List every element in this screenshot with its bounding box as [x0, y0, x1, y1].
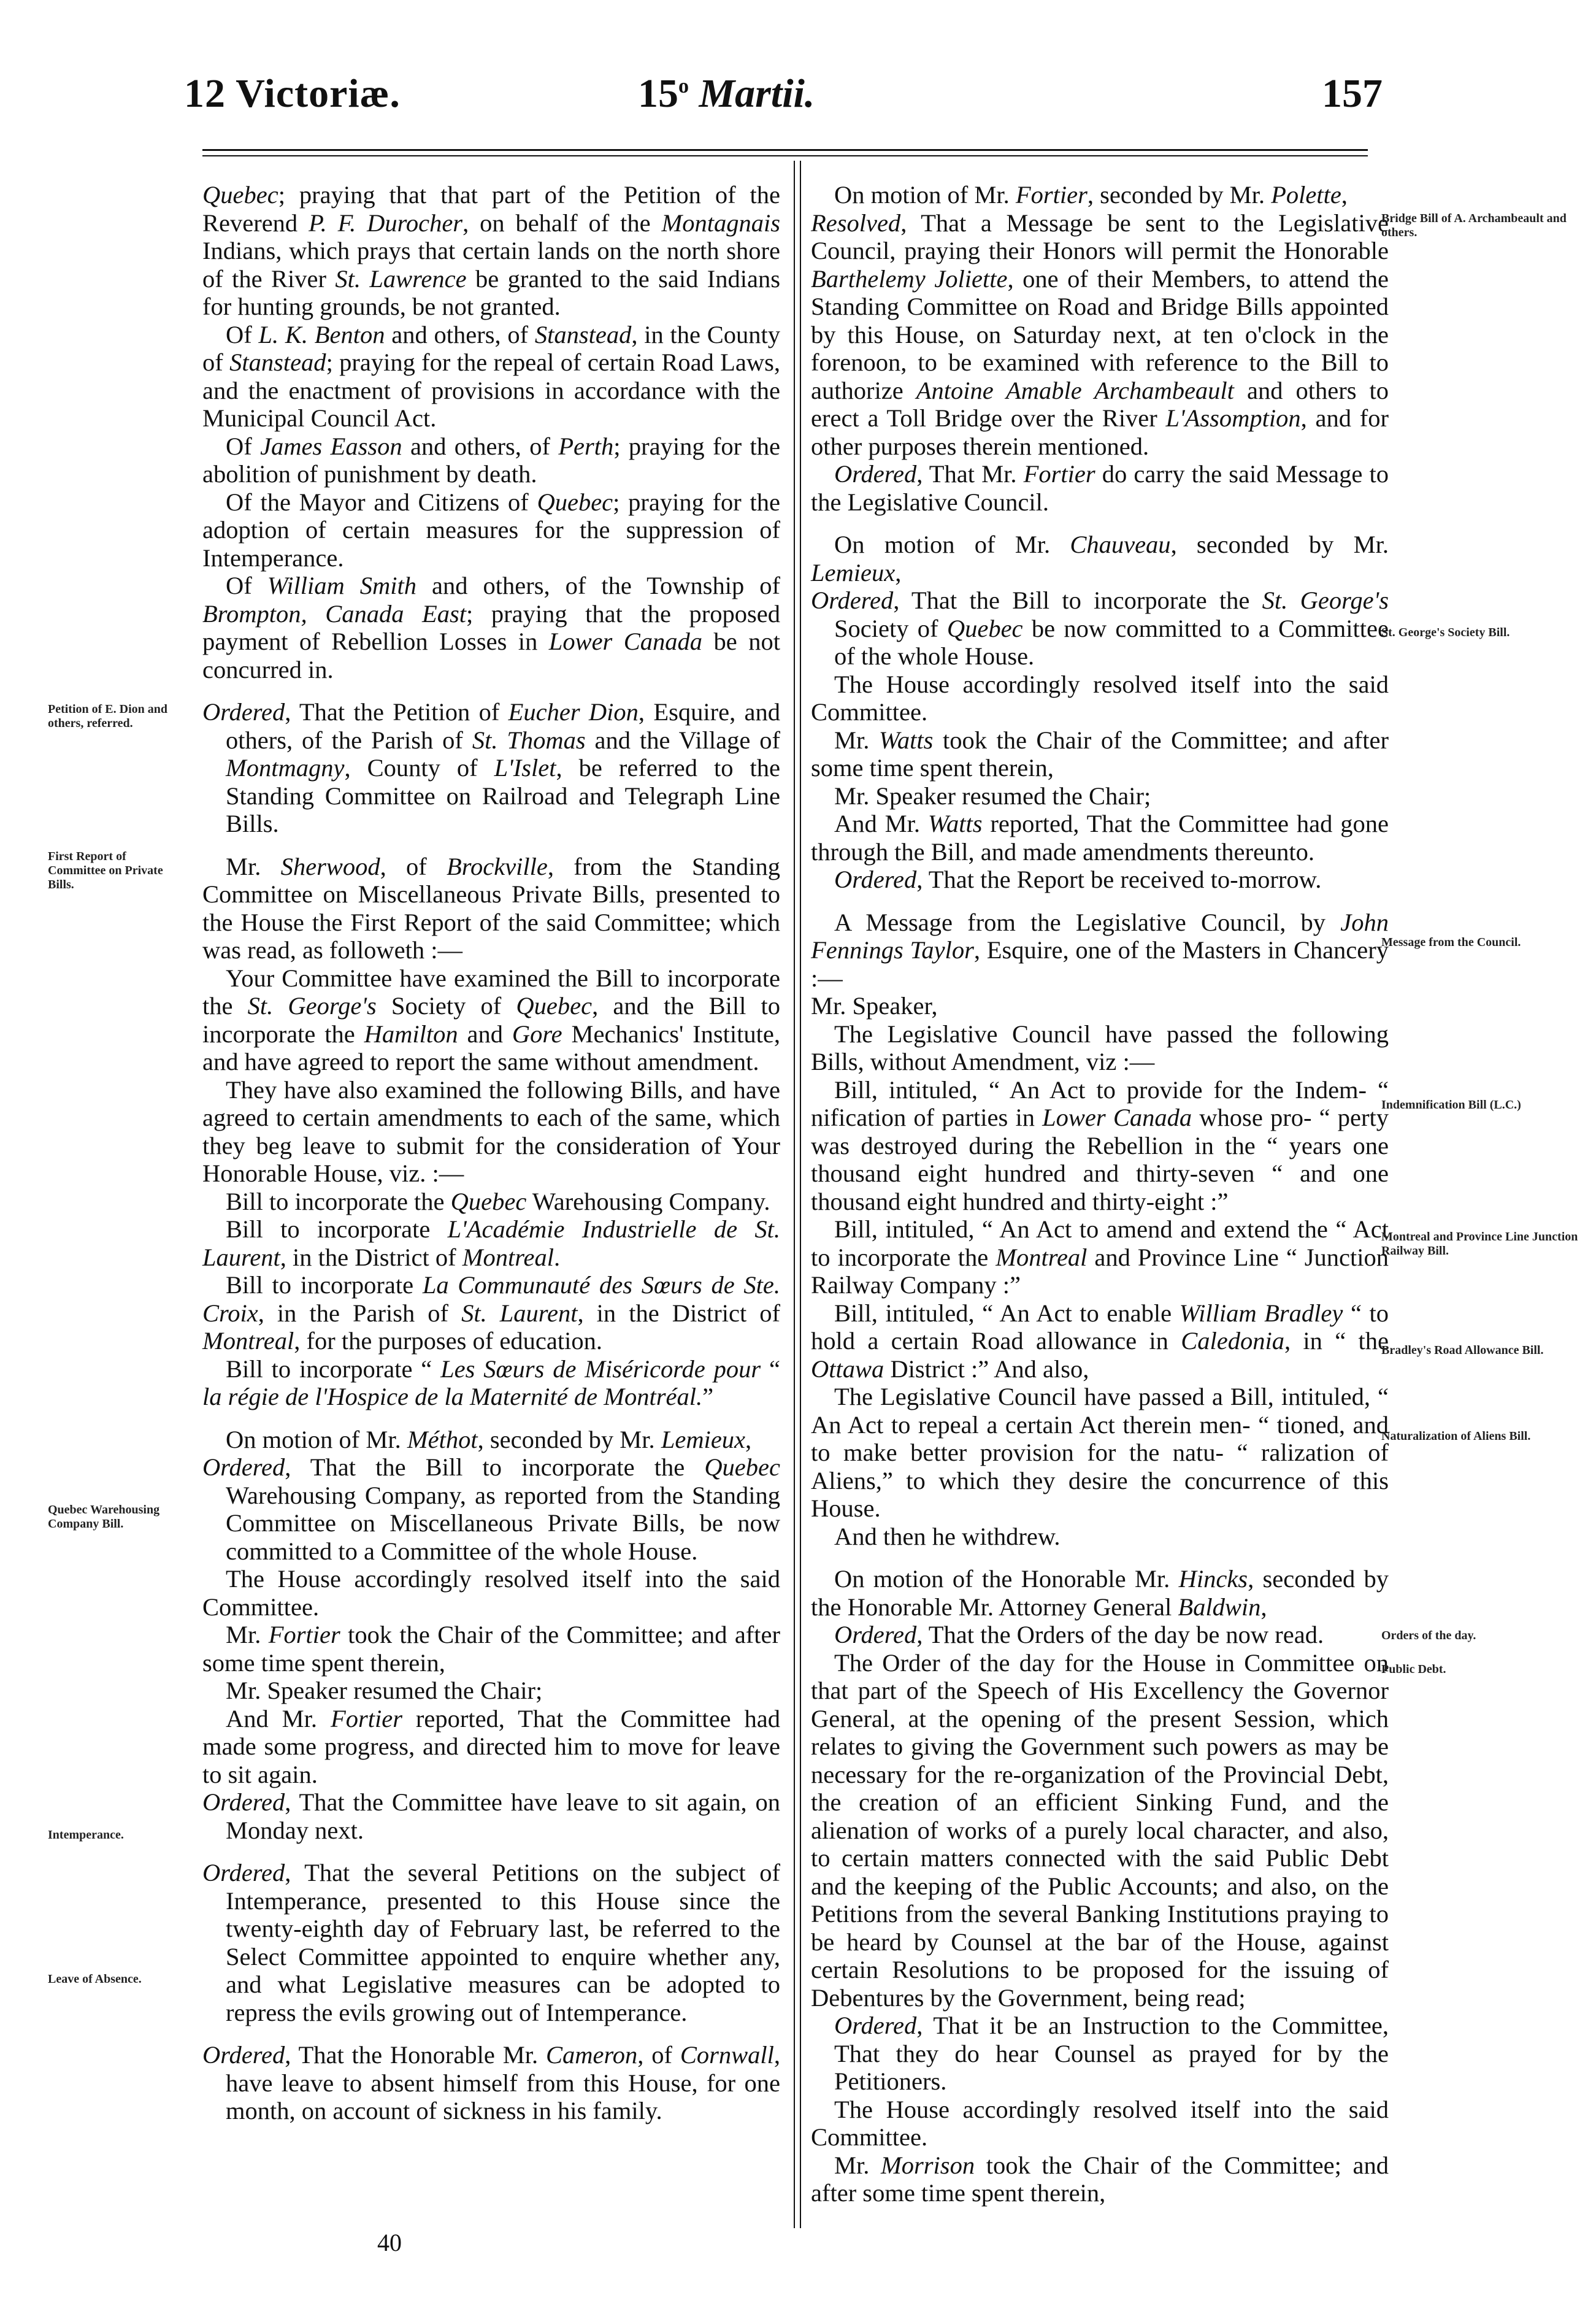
paragraph: Quebec; praying that that part of the Petition of the Reverend P. F. Durocher, on behalf of the Montagnais Indians, which prays that certain lands on the north shore of the River St. Lawrence be granted to the said Indians for hunting grounds, be not granted. [202, 181, 780, 320]
paragraph: Mr. Fortier took the Chair of the Committee; and after some time spent therein, [202, 1621, 780, 1677]
paragraph: Mr. Sherwood, of Brockville, from the Standing Committee on Miscellaneous Private Bills, presented to the House the First Report of the said Committee; which was read, as followeth :— [202, 852, 780, 964]
paragraph-gap [202, 1844, 780, 1859]
margin-note: Intemperance. [48, 1828, 124, 1842]
paragraph: Mr. Speaker, [811, 992, 938, 1020]
margin-note: Message from the Council. [1381, 936, 1521, 949]
paragraph: The Legislative Council have passed the following Bills, without Amendment, viz :— [811, 1020, 1389, 1075]
paragraph: And Mr. Watts reported, That the Committee had gone through the Bill, and made amendments thereunto. [811, 810, 1389, 866]
paragraph: Ordered, That the Committee have leave to sit again, on Monday next. [202, 1788, 780, 1844]
margin-note: Quebec Warehousing Company Bill. [48, 1503, 160, 1531]
paragraph: Bill, intituled, “ An Act to amend and extend the “ Act to incorporate the Montreal and Province Line “ Junction Railway Company :” [811, 1215, 1389, 1299]
paragraph: The Legislative Council have passed a Bill, intituled, “ An Act to repeal a certain Act therein men- “ tioned, and to make better provision for the natu- “ ralization of Aliens,” to which they desire the concurrence of this House. [811, 1383, 1389, 1522]
margin-note: Petition of E. Dion and others, referred. [48, 702, 168, 730]
left-column [202, 181, 780, 2125]
paragraph: Ordered, That the Petition of Eucher Dion, Esquire, and others, of the Parish of St. Thomas and the Village of Montmagny, County of L'Islet, be referred to the Standing Committee on Railroad and Telegraph Line Bills. [202, 698, 781, 837]
paragraph: And Mr. Fortier reported, That the Committee had made some progress, and directed him to move for leave to sit again. [202, 1704, 781, 1788]
paragraph: Of William Smith and others, of the Township of Brompton, Canada East; praying that the proposed payment of Rebellion Losses in Lower Canada be not concurred in. [202, 572, 780, 683]
margin-note: Bridge Bill of A. Archambeault and others. [1381, 212, 1567, 239]
paragraph: Of L. K. Benton and others, of Stanstead, in the County of Stanstead; praying for the repeal of certain Road Laws, and the enactment of provisions in accordance with the Municipal Council Act. [202, 320, 780, 432]
margin-note: Public Debt. [1381, 1663, 1446, 1676]
column-separator [800, 161, 801, 2228]
paragraph: Ordered, That the Orders of the day be now read. [834, 1621, 1324, 1648]
paragraph: Of the Mayor and Citizens of Quebec; praying for the adoption of certain measures for the suppression of Intemperance. [202, 488, 780, 572]
page-header [0, 64, 1596, 132]
margin-note: Bradley's Road Allowance Bill. [1381, 1344, 1544, 1357]
paragraph-gap [202, 1411, 780, 1426]
paragraph: Bill, intituled, “ An Act to enable William Bradley “ to hold a certain Road allowance in Caledonia, in “ the Ottawa District :” And also, [811, 1299, 1389, 1383]
paragraph: Ordered, That it be an Instruction to the Committee, That they do hear Counsel as prayed for by the Petitioners. [834, 2012, 1389, 2095]
paragraph: Ordered, That the Bill to incorporate the St. George's Society of Quebec be now committed to a Committee of the whole House. [811, 586, 1389, 670]
paragraph: Mr. Speaker resumed the Chair; [834, 782, 1151, 810]
paragraph-gap [202, 838, 780, 853]
paragraph: Ordered, That Mr. Fortier do carry the said Message to the Legislative Council. [811, 460, 1389, 516]
header-left: 12 Victoriæ. [184, 71, 401, 116]
right-column [811, 181, 1389, 2207]
header-rule [202, 149, 1368, 151]
paragraph-gap [811, 516, 1389, 531]
paragraph: Mr. Speaker resumed the Chair; [226, 1677, 543, 1704]
paragraph: The House accordingly resolved itself into the said Committee. [811, 670, 1389, 726]
margin-note: Naturalization of Aliens Bill. [1381, 1429, 1531, 1443]
paragraph: On motion of the Honorable Mr. Hincks, seconded by the Honorable Mr. Attorney General Baldwin, [811, 1565, 1389, 1621]
paragraph: Ordered, That the Bill to incorporate the Quebec Warehousing Company, as reported from the Standing Committee on Miscellaneous Private Bills, be now committed to a Committee of the whole House. [202, 1453, 780, 1565]
paragraph-gap [811, 894, 1389, 909]
paragraph-gap [202, 2026, 780, 2041]
paragraph: A Message from the Legislative Council, by John Fennings Taylor, Esquire, one of the Masters in Chancery :— [811, 908, 1389, 992]
paragraph: Your Committee have examined the Bill to incorporate the St. George's Society of Quebec, and the Bill to incorporate the Hamilton and Gore Mechanics' Institute, and have agreed to report the same without amendment. [202, 964, 781, 1075]
paragraph: Bill to incorporate L'Académie Industrielle de St. Laurent, in the District of Montreal. [202, 1215, 780, 1271]
paragraph: Mr. Morrison took the Chair of the Committee; and after some time spent therein, [811, 2151, 1389, 2207]
paragraph: Resolved, That a Message be sent to the Legislative Council, praying their Honors will permit the Honorable Barthelemy Joliette, one of their Members, to attend the Standing Committee on Road and Bridge Bills appointed by this House, on Saturday next, at ten o'clock in the forenoon, to be examined with reference to the Bill to authorize Antoine Amable Archambeault and others to erect a Toll Bridge over the River L'Assomption, and for other purposes therein mentioned. [811, 209, 1389, 460]
paragraph: Of James Easson and others, of Perth; praying for the abolition of punishment by death. [202, 432, 780, 488]
paragraph: On motion of Mr. Méthot, seconded by Mr. Lemieux, [226, 1425, 752, 1453]
column-separator [794, 161, 795, 2228]
margin-note: Montreal and Province Line Junction Railway Bill. [1381, 1230, 1578, 1258]
paragraph: The House accordingly resolved itself into the said Committee. [202, 1565, 780, 1621]
paragraph: And then he withdrew. [834, 1522, 1061, 1550]
paragraph: On motion of Mr. Fortier, seconded by Mr. Polette, [834, 181, 1348, 209]
paragraph: On motion of Mr. Chauveau, seconded by Mr. Lemieux, [811, 531, 1389, 586]
paragraph: Bill to incorporate La Communauté des Sœurs de Ste. Croix, in the Parish of St. Laurent, in the District of Montreal, for the purposes of education. [202, 1271, 780, 1355]
paragraph: Ordered, That the Honorable Mr. Cameron, of Cornwall, have leave to absent himself from this House, for one month, on account of sickness in his family. [202, 2041, 780, 2124]
paragraph: Bill, intituled, “ An Act to provide for the Indem- “ nification of parties in Lower Canada whose pro- “ perty was destroyed during the Rebellion in the “ years one thousand eight hundred and thirty-seven “ and one thousand eight hundred and thirty-eight :” [811, 1075, 1389, 1215]
header-date: 15$^o$ Martii. [638, 71, 815, 116]
paragraph: Ordered, That the several Petitions on the subject of Intemperance, presented to this House since the twenty-eighth day of February last, be referred to the Select Committee appointed to enquire whether any, and what Legislative measures can be adopted to repress the evils growing out of Intemperance. [202, 1859, 780, 2026]
paragraph: The Order of the day for the House in Committee on that part of the Speech of His Excellency the Governor General, at the opening of the present Session, which relates to giving the Government such powers as may be necessary for the re-organization of the Provincial Debt, the creation of an efficient Sinking Fund, and the alienation of works of a purely local character, and also, to certain matters connected with the said Public Debt and the keeping of the Public Accounts; and also, on the Petitions from the several Banking Institutions praying to be heard by Counsel at the bar of the House, against certain Resolutions to be proposed for the issuing of Debentures by the Government, being read; [811, 1648, 1389, 2012]
signature-mark: 40 [377, 2229, 402, 2256]
paragraph: Bill to incorporate the Quebec Warehousing Company. [226, 1187, 770, 1215]
paragraph: Bill to incorporate “ Les Sœurs de Miséricorde pour “ la régie de l'Hospice de la Maternité de Montréal.” [202, 1355, 780, 1410]
margin-note: Orders of the day. [1381, 1629, 1476, 1642]
paragraph: They have also examined the following Bills, and have agreed to certain amendments to each of the same, which they beg leave to submit for the consideration of Your Honorable House, viz. :— [202, 1075, 780, 1187]
header-rule-thin [202, 155, 1368, 156]
paragraph: The House accordingly resolved itself into the said Committee. [811, 2095, 1389, 2151]
paragraph: Ordered, That the Report be received to-morrow. [834, 866, 1322, 893]
paragraph-gap [811, 1550, 1389, 1565]
margin-note: Leave of Absence. [48, 1972, 142, 1986]
margin-note: Indemnification Bill (L.C.) [1381, 1098, 1521, 1112]
page-number: 157 [1322, 71, 1383, 116]
margin-note: St. George's Society Bill. [1381, 626, 1510, 639]
paragraph-gap [202, 683, 780, 698]
paragraph: Mr. Watts took the Chair of the Committee; and after some time spent therein, [811, 726, 1389, 782]
margin-note: First Report of Committee on Private Bills. [48, 850, 163, 891]
